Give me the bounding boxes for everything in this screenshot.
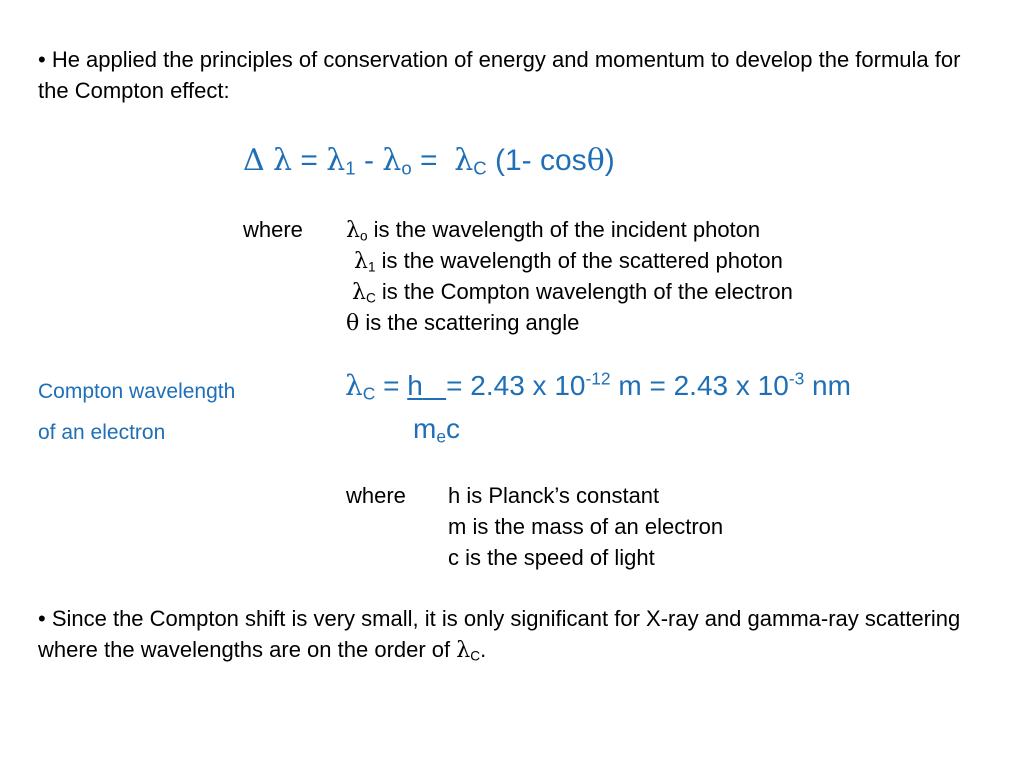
fraction-bar — [423, 370, 446, 401]
value-meters: 2.43 x 10 — [462, 370, 586, 401]
value-nanometers: 2.43 x 10 — [673, 370, 789, 401]
fraction-numerator: h — [407, 370, 423, 401]
subscript: o — [359, 228, 368, 244]
unit-meters: m — [610, 370, 642, 401]
constant-planck: h is Planck’s constant — [448, 483, 660, 508]
unit-nanometers: nm — [804, 370, 851, 401]
intro-paragraph: • He applied the principles of conservation of energy and momentum to develop the formula for the Compton effect: — [38, 47, 961, 103]
lambda-symbol: λ — [345, 369, 363, 402]
subscript: e — [436, 426, 446, 447]
subscript: C — [473, 157, 487, 179]
lambda-symbol: λ — [326, 143, 346, 178]
where-label: where — [243, 217, 303, 242]
lambda-symbol: λ — [346, 218, 360, 243]
subscript: C — [365, 290, 376, 306]
exponent: -3 — [788, 368, 805, 389]
definition-text: is the wavelength of the scattered photon — [375, 248, 783, 273]
subscript: 1 — [345, 157, 356, 179]
equals-sign: = — [375, 370, 408, 401]
lambda-symbol: λ — [382, 143, 402, 178]
conclusion-paragraph — [38, 603, 978, 666]
compton-label-line1: Compton wavelength — [38, 380, 236, 403]
lambda-symbol: λ — [352, 280, 366, 305]
subscript: 1 — [367, 259, 376, 275]
theta-symbol: θ — [586, 143, 605, 178]
minus-sign: - — [363, 144, 374, 177]
subscript: o — [401, 157, 412, 179]
lambda-symbol: λ — [454, 143, 474, 178]
equals-sign: = — [300, 144, 318, 177]
definition-incident — [346, 214, 760, 246]
formula-close-paren: ) — [604, 144, 615, 177]
compton-label-line2: of an electron — [38, 421, 166, 444]
equals-sign: = — [446, 370, 463, 401]
delta-symbol: Δ — [243, 143, 265, 178]
conclusion-text: • Since the Compton shift is very small, it is only significant for X-ray and gamma-ray scattering where the wavelengths are on the order of — [38, 606, 961, 662]
equals-sign: = — [420, 144, 438, 177]
fraction-denominator — [413, 413, 460, 445]
subscript: C — [362, 383, 376, 404]
formula-tail: (1- cos — [495, 144, 587, 177]
definition-angle — [346, 307, 579, 339]
constants-where-label: where — [346, 483, 406, 508]
lambda-symbol: λ — [273, 143, 293, 178]
equals-sign: = — [641, 370, 674, 401]
subscript: C — [470, 648, 481, 664]
lambda-symbol: λ — [354, 249, 368, 274]
denominator-c: c — [445, 413, 460, 444]
definition-text: is the scattering angle — [359, 310, 580, 335]
theta-symbol: θ — [346, 311, 360, 336]
definition-text: is the wavelength of the incident photon — [367, 217, 761, 242]
lambda-symbol: λ — [456, 638, 471, 663]
definition-compton — [352, 276, 793, 308]
denominator-m: m — [413, 413, 437, 444]
definition-scattered — [354, 245, 783, 277]
compton-shift-formula — [243, 143, 615, 178]
exponent: -12 — [585, 368, 611, 389]
period: . — [480, 637, 487, 662]
compton-wavelength-equation — [345, 369, 851, 402]
constant-light-speed: c is the speed of light — [448, 545, 655, 570]
constant-mass: m is the mass of an electron — [448, 514, 724, 539]
definition-text: is the Compton wavelength of the electron — [375, 279, 793, 304]
